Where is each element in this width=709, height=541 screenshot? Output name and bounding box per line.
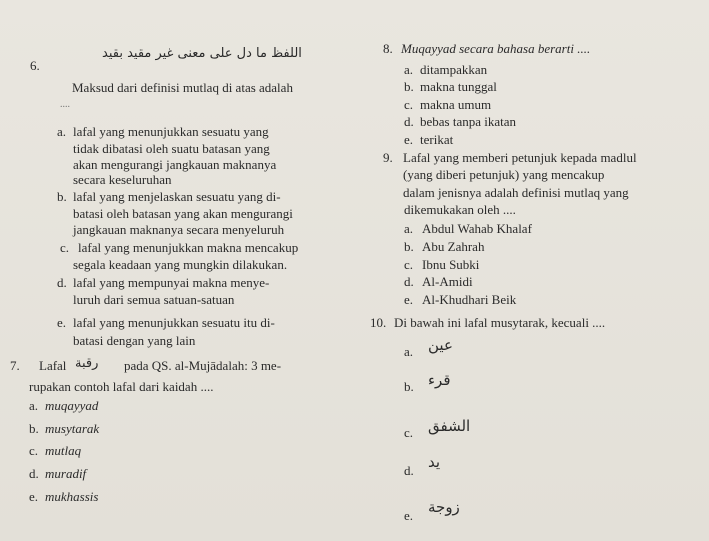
q9-option-e-text: Al-Khudhari Beik — [422, 292, 517, 307]
q10-question-text: Di bawah ini lafal musytarak, kecuali .... — [394, 315, 606, 330]
q6-option-a-line2: tidak dibatasi oleh suatu batasan yang — [73, 141, 270, 156]
q9-option-e-letter: e. — [404, 292, 414, 307]
q6-option-c-letter: c. — [60, 240, 70, 255]
q10-option-d-letter: d. — [404, 463, 414, 478]
q6-option-d-line2: luruh dari semua satuan-satuan — [73, 292, 235, 307]
q8-option-d-text: bebas tanpa ikatan — [420, 114, 517, 129]
q10-option-e-arabic: زوجة — [428, 498, 460, 516]
q7-option-a-letter: a. — [29, 398, 39, 413]
q7-option-e-text: mukhassis — [45, 489, 99, 504]
q9-option-a-text: Abdul Wahab Khalaf — [422, 221, 532, 236]
q9-option-b-letter: b. — [404, 239, 414, 254]
q10-option-c-arabic: الشفق — [428, 417, 471, 435]
q6-option-e-line1: lafal yang menunjukkan sesuatu itu di- — [73, 315, 275, 330]
q7-option-b-letter: b. — [29, 421, 39, 436]
q7-pre: Lafal — [39, 358, 67, 373]
q7-option-d-letter: d. — [29, 466, 39, 481]
q6-option-a-line1: lafal yang menunjukkan sesuatu yang — [73, 124, 269, 139]
q7-option-d-text: muradif — [45, 466, 87, 481]
q6-question: Maksud dari definisi mutlaq di atas adalah — [72, 80, 293, 95]
q7-line2: rupakan contoh lafal dari kaidah .... — [29, 379, 214, 394]
q6-blank: .... — [60, 99, 70, 110]
q9-number: 9. — [383, 150, 393, 165]
q6-option-b-line2: batasi oleh batasan yang akan mengurangi — [73, 206, 293, 221]
q8-option-c-letter: c. — [404, 97, 414, 112]
q7-option-a-text: muqayyad — [45, 398, 99, 413]
q9-line1: Lafal yang memberi petunjuk kepada madlul — [403, 150, 637, 165]
q9-option-c-letter: c. — [404, 257, 414, 272]
q9-line4: dikemukakan oleh .... — [404, 202, 516, 217]
q8-option-a-letter: a. — [404, 62, 414, 77]
q6-option-c-line1: lafal yang menunjukkan makna mencakup — [78, 240, 299, 255]
q9-option-a-letter: a. — [404, 221, 414, 236]
q6-option-a-letter: a. — [57, 124, 67, 139]
q8-option-e-text: terikat — [420, 132, 454, 147]
q6-option-d-letter: d. — [57, 275, 67, 290]
q8-option-c-text: makna umum — [420, 97, 492, 112]
q8-option-d-letter: d. — [404, 114, 414, 129]
q9-option-b-text: Abu Zahrah — [422, 239, 485, 254]
q6-option-e-line2: batasi dengan yang lain — [73, 333, 196, 348]
q8-option-e-letter: e. — [404, 132, 414, 147]
q10-option-b-arabic: قرء — [428, 371, 451, 389]
q10-option-a-letter: a. — [404, 344, 414, 359]
q8-question: Muqayyad secara bahasa berarti .... — [401, 41, 591, 56]
q6-option-a-line3: akan mengurangi jangkauan maknanya — [73, 157, 277, 172]
q6-arabic-text: اللفظ ما دل على معنى غير مقيد بقيد — [102, 46, 302, 61]
q6-option-b-line3: jangkauan maknanya secara menyeluruh — [73, 222, 285, 237]
q8-option-b-letter: b. — [404, 79, 414, 94]
q8-option-a-text: ditampakkan — [420, 62, 488, 77]
q6-option-a-line4: secara keseluruhan — [73, 172, 172, 187]
q10-option-c-letter: c. — [404, 425, 414, 440]
q7-post: pada QS. al-Mujādalah: 3 me- — [124, 358, 282, 373]
q10-number: 10. — [370, 315, 387, 330]
q8-number: 8. — [383, 41, 393, 56]
q10-option-d-arabic: يد — [428, 453, 441, 471]
q10-option-e-letter: e. — [404, 508, 414, 523]
q6-option-e-letter: e. — [57, 315, 67, 330]
q9-option-c-text: Ibnu Subki — [422, 257, 480, 272]
q7-option-e-letter: e. — [29, 489, 39, 504]
q8-option-b-text: makna tunggal — [420, 79, 497, 94]
q6-number: 6. — [30, 58, 40, 73]
q7-option-c-text: mutlaq — [45, 443, 82, 458]
q7-number: 7. — [10, 358, 20, 373]
q6-option-b-letter: b. — [57, 189, 67, 204]
q7-option-c-letter: c. — [29, 443, 39, 458]
q9-line2: (yang diberi petunjuk) yang mencakup — [403, 167, 605, 182]
q9-option-d-text: Al-Amidi — [422, 274, 473, 289]
q6-option-d-line1: lafal yang mempunyai makna menye- — [73, 275, 270, 290]
q9-line3: dalam jenisnya adalah definisi mutlaq yang — [403, 185, 629, 200]
q10-option-b-letter: b. — [404, 379, 414, 394]
q7-option-b-text: musytarak — [45, 421, 100, 436]
q6-option-b-line1: lafal yang menjelaskan sesuatu yang di- — [73, 189, 281, 204]
q10-option-a-arabic: عين — [428, 336, 453, 354]
q7-arabic-word: رقبة — [75, 356, 99, 371]
q9-option-d-letter: d. — [404, 274, 414, 289]
q6-option-c-line2: segala keadaan yang mungkin dilakukan. — [73, 257, 288, 272]
